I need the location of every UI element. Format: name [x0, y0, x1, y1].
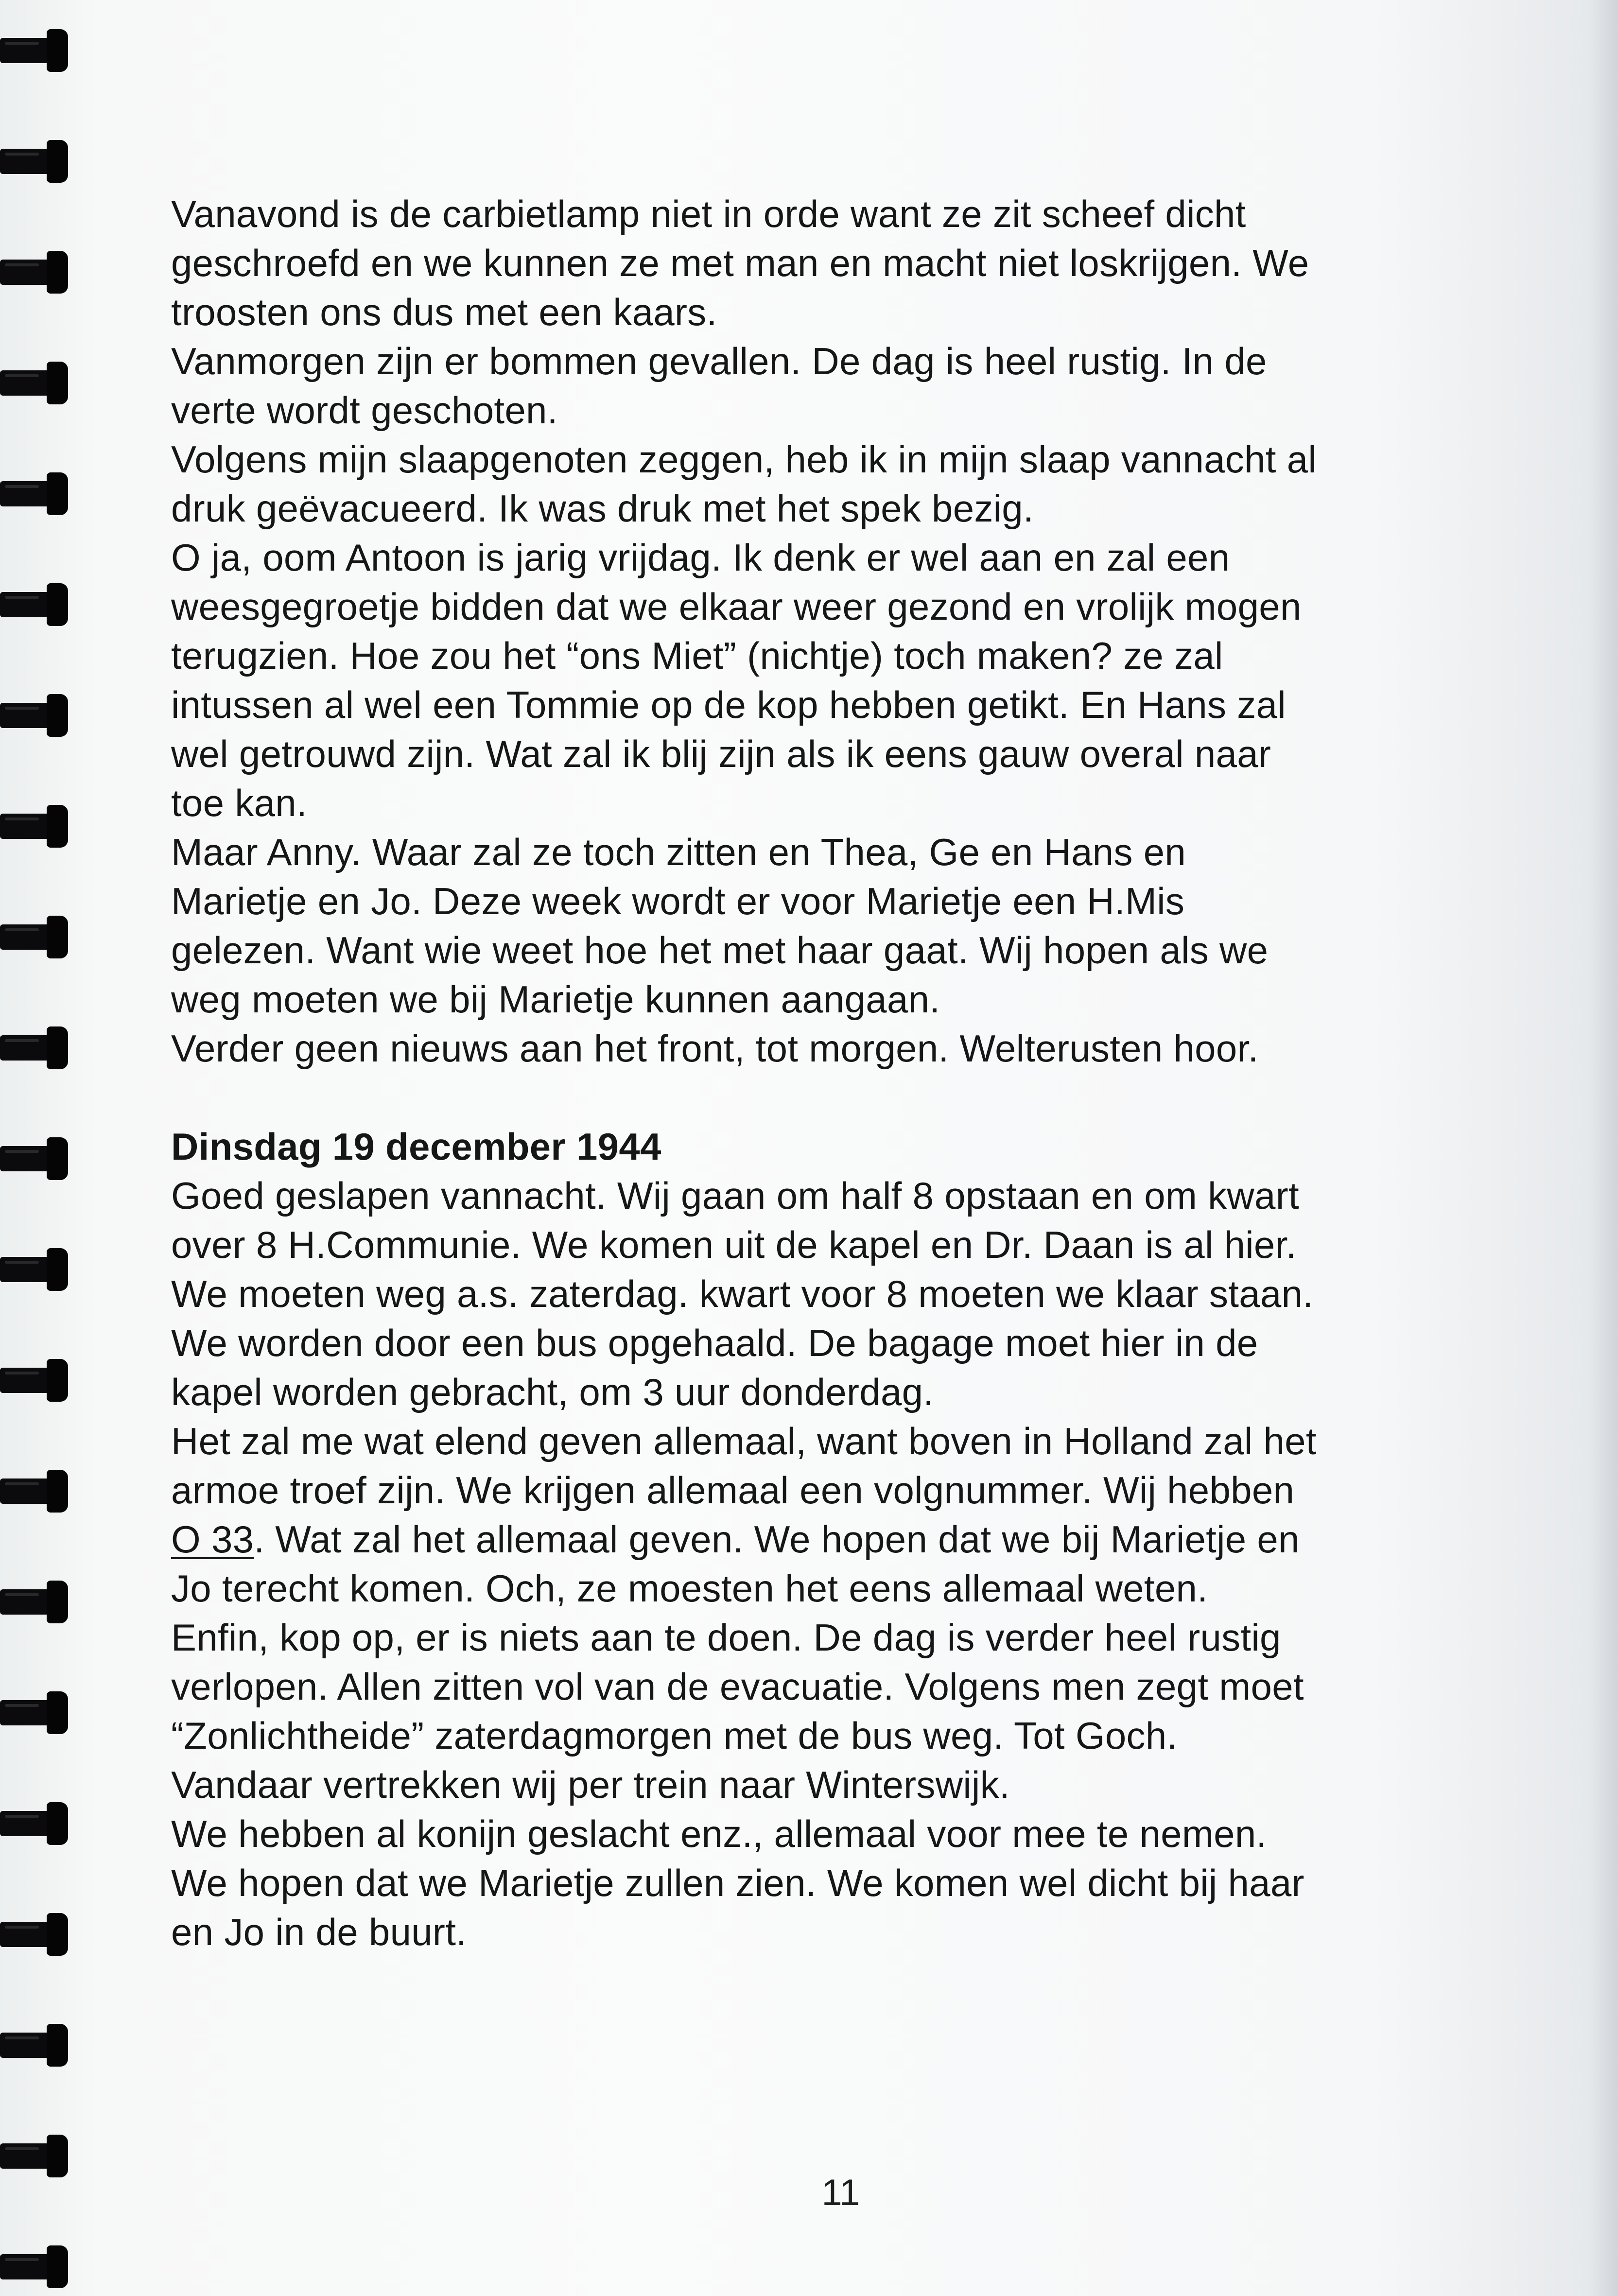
coil-hook — [47, 1248, 68, 1291]
binding-coil — [0, 2135, 73, 2177]
coil-hook — [47, 694, 68, 737]
coil-shine — [5, 263, 39, 266]
text-line: toe kan. — [171, 782, 307, 824]
text-line: Vanmorgen zijn er bommen gevallen. De dag is heel rustig. In de — [171, 340, 1267, 383]
entry-18-december — [171, 190, 1483, 1073]
coil-hook — [47, 1470, 68, 1513]
coil-shine — [5, 1039, 39, 1042]
coil-hook — [47, 583, 68, 626]
coil-shine — [5, 1372, 39, 1374]
text-line: O ja, oom Antoon is jarig vrijdag. Ik denk er wel aan en zal een — [171, 536, 1230, 579]
text-line: Het zal me wat elend geven allemaal, want boven in Holland zal het — [171, 1420, 1317, 1462]
coil-hook — [47, 916, 68, 958]
text-line: Verder geen nieuws aan het front, tot morgen. Welterusten hoor. — [171, 1027, 1259, 1070]
coil-shine — [5, 1704, 39, 1707]
coil-shine — [5, 2036, 39, 2039]
binding-coil — [0, 2245, 73, 2288]
binding-coil — [0, 583, 73, 626]
text-line: Maar Anny. Waar zal ze toch zitten en Thea, Ge en Hans en — [171, 831, 1186, 873]
coil-shine — [5, 596, 39, 599]
paragraph-gap — [171, 1073, 1483, 1122]
text-line-with-code — [171, 1515, 1483, 1564]
coil-shine — [5, 2147, 39, 2150]
binding-coil — [0, 2024, 73, 2067]
underlined-sequence-number: O 33 — [171, 1518, 254, 1561]
coil-shine — [5, 2258, 39, 2261]
coil-shine — [5, 485, 39, 488]
coil-hook — [47, 805, 68, 848]
text-line: weg moeten we bij Marietje kunnen aangaan. — [171, 978, 940, 1021]
binding-coil — [0, 1248, 73, 1291]
coil-shine — [5, 153, 39, 156]
binding-coil — [0, 694, 73, 737]
coil-shine — [5, 1261, 39, 1264]
binding-coil — [0, 1913, 73, 1956]
coil-hook — [47, 251, 68, 294]
binding-coil — [0, 1802, 73, 1845]
text-line: wel getrouwd zijn. Wat zal ik blij zijn als ik eens gauw overal naar — [171, 732, 1271, 775]
text-line: geschroefd en we kunnen ze met man en macht niet loskrijgen. We — [171, 242, 1309, 284]
text-line: druk geëvacueerd. Ik was druk met het spek bezig. — [171, 487, 1034, 530]
text-line: Vanavond is de carbietlamp niet in orde want ze zit scheef dicht — [171, 192, 1246, 235]
binding-coil — [0, 472, 73, 515]
text-line: Goed geslapen vannacht. Wij gaan om half 8 opstaan en om kwart — [171, 1174, 1299, 1217]
binding-coil — [0, 916, 73, 958]
page-edge-shadow — [1588, 0, 1617, 2296]
coil-hook — [47, 1802, 68, 1845]
spiral-binding — [0, 0, 83, 2296]
text-line: Enfin, kop op, er is niets aan te doen. De dag is verder heel rustig — [171, 1616, 1281, 1659]
binding-coil — [0, 1137, 73, 1180]
coil-shine — [5, 1150, 39, 1153]
entry-date-heading: Dinsdag 19 december 1944 — [171, 1125, 661, 1168]
text-line: kapel worden gebracht, om 3 uur donderdag. — [171, 1371, 934, 1413]
coil-hook — [47, 1359, 68, 1402]
text-line: gelezen. Want wie weet hoe het met haar gaat. Wij hopen als we — [171, 929, 1269, 972]
binding-coil — [0, 140, 73, 183]
coil-shine — [5, 374, 39, 377]
coil-hook — [47, 2024, 68, 2067]
entry-19-december — [171, 1122, 1483, 1957]
coil-hook — [47, 1137, 68, 1180]
binding-coil — [0, 805, 73, 848]
coil-hook — [47, 1913, 68, 1956]
binding-coil — [0, 362, 73, 404]
text-line: We hebben al konijn geslacht enz., allemaal voor mee te nemen. — [171, 1812, 1267, 1855]
coil-shine — [5, 1482, 39, 1485]
text-line: armoe troef zijn. We krijgen allemaal een volgnummer. Wij hebben — [171, 1469, 1295, 1512]
coil-hook — [47, 2245, 68, 2288]
binding-coil — [0, 1691, 73, 1734]
coil-hook — [47, 472, 68, 515]
coil-shine — [5, 928, 39, 931]
coil-shine — [5, 1593, 39, 1596]
text-line: over 8 H.Communie. We komen uit de kapel en Dr. Daan is al hier. — [171, 1223, 1297, 1266]
page-number: 11 — [821, 2172, 860, 2213]
coil-shine — [5, 42, 39, 45]
coil-shine — [5, 1926, 39, 1929]
binding-coil — [0, 1026, 73, 1069]
coil-hook — [47, 29, 68, 72]
coil-hook — [47, 140, 68, 183]
coil-shine — [5, 1815, 39, 1818]
binding-coil — [0, 1470, 73, 1513]
text-line: We moeten weg a.s. zaterdag. kwart voor 8 moeten we klaar staan. — [171, 1272, 1314, 1315]
binding-coil — [0, 1581, 73, 1623]
coil-hook — [47, 2135, 68, 2177]
coil-hook — [47, 1026, 68, 1069]
text-line: troosten ons dus met een kaars. — [171, 291, 717, 333]
binding-coil — [0, 251, 73, 294]
text-line: verlopen. Allen zitten vol van de evacuatie. Volgens men zegt moet — [171, 1665, 1304, 1708]
binding-coil — [0, 1359, 73, 1402]
coil-hook — [47, 1691, 68, 1734]
diary-text — [171, 190, 1483, 1957]
coil-hook — [47, 362, 68, 404]
text-line: verte wordt geschoten. — [171, 389, 558, 432]
text-line: en Jo in de buurt. — [171, 1911, 467, 1953]
coil-hook — [47, 1581, 68, 1623]
text-line: “Zonlichtheide” zaterdagmorgen met de bus weg. Tot Goch. — [171, 1714, 1178, 1757]
text-line: Vandaar vertrekken wij per trein naar Winterswijk. — [171, 1763, 1010, 1806]
text-line: terugzien. Hoe zou het “ons Miet” (nichtje) toch maken? ze zal — [171, 634, 1223, 677]
text-line: weesgegroetje bidden dat we elkaar weer gezond en vrolijk mogen — [171, 585, 1302, 628]
text-line-rest: . Wat zal het allemaal geven. We hopen dat we bij Marietje en — [254, 1518, 1300, 1561]
text-line: Marietje en Jo. Deze week wordt er voor Marietje een H.Mis — [171, 880, 1185, 922]
text-line: Jo terecht komen. Och, ze moesten het eens allemaal weten. — [171, 1567, 1208, 1610]
text-line: intussen al wel een Tommie op de kop hebben getikt. En Hans zal — [171, 683, 1286, 726]
coil-shine — [5, 818, 39, 820]
text-line: We worden door een bus opgehaald. De bagage moet hier in de — [171, 1322, 1258, 1364]
coil-shine — [5, 707, 39, 710]
text-line: Volgens mijn slaapgenoten zeggen, heb ik in mijn slaap vannacht al — [171, 438, 1317, 481]
text-line: We hopen dat we Marietje zullen zien. We komen wel dicht bij haar — [171, 1861, 1304, 1904]
binding-coil — [0, 29, 73, 72]
